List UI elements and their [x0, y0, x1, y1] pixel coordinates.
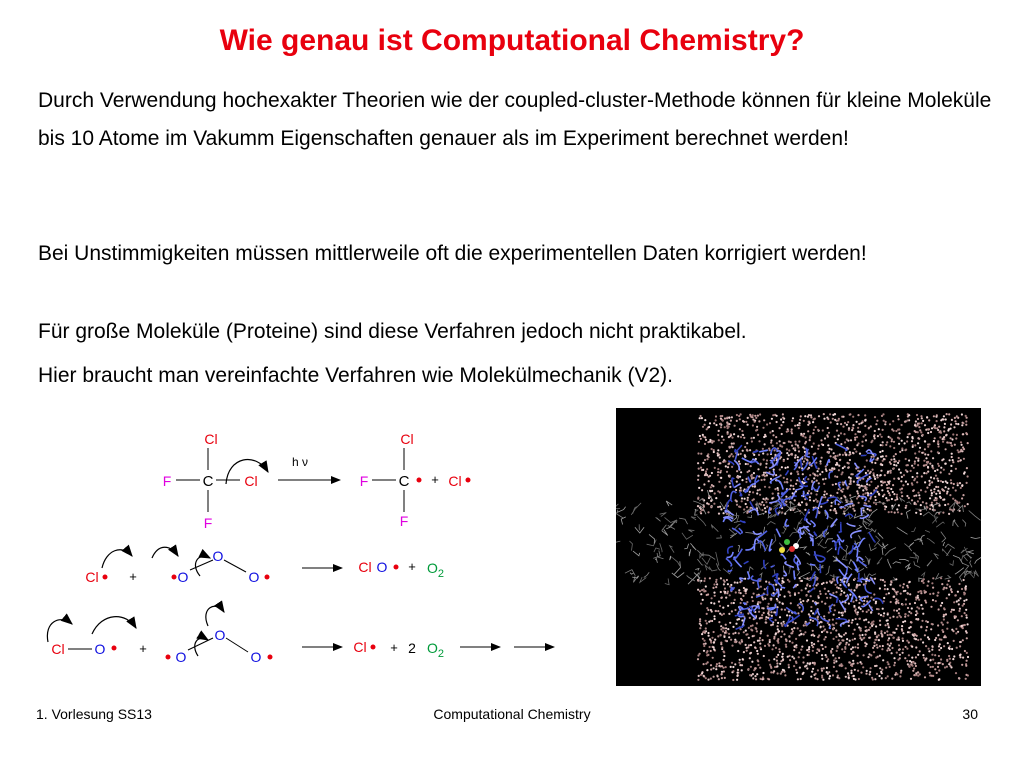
atom-cl: Cl [358, 559, 372, 575]
atom-c: C [202, 473, 214, 490]
atom-cl: Cl [51, 641, 65, 657]
atom-cl: Cl [85, 569, 99, 585]
radical-dot [112, 646, 117, 651]
slide-title: Wie genau ist Computational Chemistry? [219, 24, 805, 57]
footer-lecture: 1. Vorlesung SS13 [36, 706, 152, 722]
electron-arrow [102, 550, 132, 568]
reaction-3 [47, 606, 554, 665]
electron-arrow [206, 606, 224, 626]
reaction-scheme [30, 412, 570, 682]
atom-f: F [359, 473, 369, 489]
molecule-o2: $O_2$ [427, 560, 445, 580]
atom-o: O [214, 627, 226, 643]
atom-cl: Cl [244, 473, 258, 489]
radical-dot [268, 655, 273, 660]
footer-course: Computational Chemistry [433, 706, 591, 722]
radical-dot [265, 575, 270, 580]
atom-o: O [376, 559, 388, 575]
atom-o: O [94, 641, 106, 657]
atom-o: O [250, 649, 262, 665]
atom-cl: Cl [448, 473, 462, 489]
coefficient-2: 2 [408, 640, 416, 656]
radical-dot [394, 565, 399, 570]
plus-sign: + [390, 640, 398, 655]
page-number: 30 [962, 706, 978, 722]
atom-o: O [177, 569, 189, 585]
reaction-2 [85, 547, 444, 585]
radical-dot [103, 575, 108, 580]
plus-sign: + [431, 472, 439, 487]
atom-o: O [248, 569, 260, 585]
radical-dot [417, 478, 422, 483]
plus-sign: + [129, 569, 137, 584]
paragraph-coupled-cluster: Durch Verwendung hochexakter Theorien wie der coupled-cluster-Methode können für kleine Moleküle bis 10 Atome im Vakumm Eigenschaften genauer als im Experiment berechnet werden! [38, 89, 992, 150]
atom-cl: Cl [353, 639, 367, 655]
electron-arrow [92, 617, 136, 634]
radical-dot [466, 478, 471, 483]
molecule-o2: $O_2$ [427, 640, 445, 660]
plus-sign: + [408, 559, 416, 574]
plus-sign: + [139, 641, 147, 656]
atom-cl: Cl [204, 431, 218, 447]
hv-label: h ν [291, 455, 309, 469]
paragraph-experimental-data: Bei Unstimmigkeiten müssen mittlerweile oft die experimentellen Daten korrigiert werden! [38, 242, 867, 265]
membrane-protein-simulation-image [616, 408, 981, 686]
radical-dot [166, 655, 171, 660]
atom-f: F [399, 513, 409, 529]
paragraph-large-molecules: Für große Moleküle (Proteine) sind diese Verfahren jedoch nicht praktikabel. [38, 320, 747, 343]
electron-arrow [47, 620, 72, 642]
atom-cl: Cl [400, 431, 414, 447]
atom-f: F [162, 473, 172, 489]
atom-f: F [203, 515, 213, 531]
radical-dot [371, 645, 376, 650]
radical-dot [172, 575, 177, 580]
reaction-1 [163, 431, 471, 531]
atom-c: C [398, 473, 410, 490]
electron-arrow [152, 547, 178, 558]
atom-o: O [175, 649, 187, 665]
atom-o: O [212, 548, 224, 564]
paragraph-molecular-mechanics: Hier braucht man vereinfachte Verfahren wie Molekülmechanik (V2). [38, 364, 673, 387]
